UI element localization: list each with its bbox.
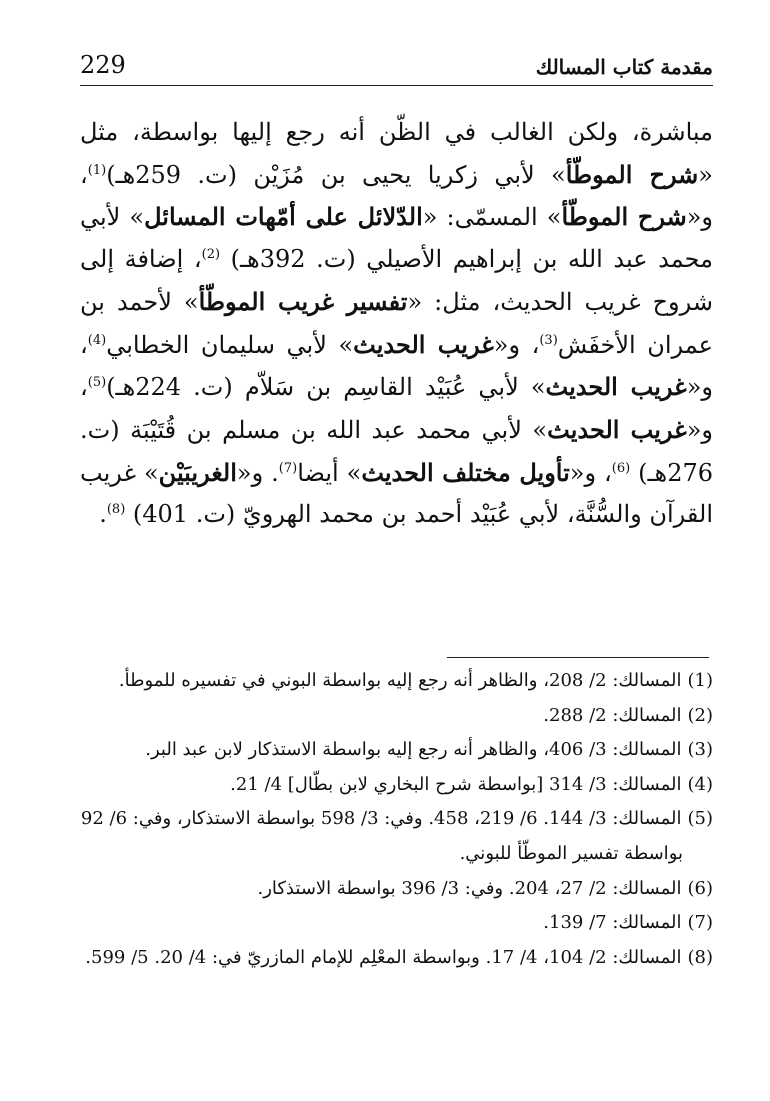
text-run: » لأحمد بن عمران الأخفَش — [80, 287, 713, 359]
footnote-4 — [80, 768, 713, 803]
book-title: شرح الموطّأ — [561, 202, 687, 232]
footnote-7 — [80, 906, 713, 941]
footnote-ref: (2) — [201, 247, 221, 263]
footnote-text: المسالك: 7/ 139. — [543, 912, 682, 934]
footnote-6 — [80, 872, 713, 907]
text-run: ، و« — [80, 160, 714, 232]
page-number: 229 — [80, 51, 126, 79]
footnote-ref: (4) — [87, 332, 107, 348]
footnote-text: المسالك: 3/ 314 [بواسطة شرح البخاري لابن بطّال] 4/ 21. — [230, 773, 682, 795]
footnote-ref: (5) — [87, 375, 107, 391]
book-title: غريب الحديث — [353, 329, 494, 359]
text-run: » لأبي عُبَيْد القاسِم بن سَلاّم (ت. 224هـ) — [106, 373, 546, 402]
book-title: غريب الحديث — [547, 414, 687, 444]
text-run: . و« — [236, 458, 279, 487]
main-paragraph — [80, 112, 713, 536]
footnote-ref: (3) — [539, 332, 558, 348]
footnote-ref: (7) — [278, 460, 298, 476]
footnote-text: المسالك: 2/ 27، 204. وفي: 3/ 396 بواسطة الاستذكار. — [257, 877, 682, 899]
footnote-divider — [447, 657, 709, 658]
footnote-text: المسالك: 3/ 144. 6/ 219، 458. وفي: 3/ 598 بواسطة الاستذكار، وفي: 6/ 92 — [80, 808, 682, 830]
text-run: ، و« — [493, 330, 540, 359]
book-title: تأويل مختلف الحديث — [361, 457, 570, 487]
text-run: ، إضافة إلى شروح غريب الحديث، مثل: « — [80, 245, 713, 316]
text-run: » لأبي محمد عبد الله بن مسلم بن قُتَيْبَة (ت. 276هـ) — [80, 415, 714, 487]
footnote-number: (1) — [687, 670, 713, 691]
text-run: . — [99, 500, 107, 529]
footnote-ref: (1) — [87, 162, 107, 178]
footnote-text: المسالك: 3/ 406، والظاهر أنه رجع إليه بواسطة الاستذكار لابن عبد البر. — [145, 739, 682, 761]
footnote-ref: (6) — [611, 460, 631, 476]
text-run: مباشرة، ولكن الغالب في الظّن أنه رجع إليها بواسطة، مثل « — [80, 118, 713, 189]
footnotes — [80, 664, 713, 975]
book-title: الدّلائل على أمّهات المسائل — [144, 202, 423, 232]
running-title: مقدمة كتاب المسالك — [535, 55, 713, 79]
footnote-number: (2) — [687, 704, 713, 726]
text-run: » لأبي محمد عبد الله بن إبراهيم الأصيلي (ت. 392هـ) — [80, 203, 713, 274]
footnote-5-continuation: بواسطة تفسير الموطّأ للبوني. — [459, 842, 683, 864]
footnote-number: (8) — [687, 946, 713, 968]
text-run: ، و« — [80, 373, 713, 444]
page-header — [80, 40, 713, 86]
footnote-text: المسالك: 2/ 104، 4/ 17. وبواسطة المعْلِم للإمام المازريّ في: 4/ 20. 5/ 599. — [85, 946, 682, 968]
book-title: تفسير غريب الموطّأ — [198, 286, 408, 316]
footnote-number: (7) — [687, 912, 713, 934]
footnote-8 — [80, 941, 713, 976]
book-title: غريب الحديث — [545, 372, 687, 402]
text-run: » أيضا — [297, 458, 362, 487]
footnote-2 — [80, 699, 713, 734]
text-run: » المسمّى: « — [422, 203, 562, 232]
text-run: ، و« — [80, 330, 713, 402]
text-run: » غريب القرآن والسُّنَّة، لأبي عُبَيْد أحمد بن محمد الهرويّ (ت. 401) — [80, 458, 713, 529]
footnote-text: المسالك: 2/ 288. — [543, 704, 682, 726]
footnote-3 — [80, 733, 713, 768]
text-run: » لأبي زكريا يحيى بن مُزَيْن (ت. 259هـ) — [106, 160, 566, 189]
footnote-number: (3) — [687, 739, 713, 761]
footnote-number: (4) — [687, 773, 713, 795]
footnote-number: (6) — [687, 877, 713, 899]
footnote-1 — [80, 664, 713, 699]
text-run: » لأبي سليمان الخطابي — [106, 330, 354, 359]
book-title: شرح الموطّأ — [565, 159, 699, 189]
book-title: الغريبَيْن — [158, 457, 237, 487]
footnote-ref: (8) — [106, 502, 126, 518]
footnote-text: المسالك: 2/ 208، والظاهر أنه رجع إليه بواسطة البوني في تفسيره للموطأ. — [118, 670, 682, 691]
text-run: ، و« — [569, 458, 612, 487]
footnote-5 — [80, 802, 713, 837]
footnote-number: (5) — [687, 808, 713, 830]
